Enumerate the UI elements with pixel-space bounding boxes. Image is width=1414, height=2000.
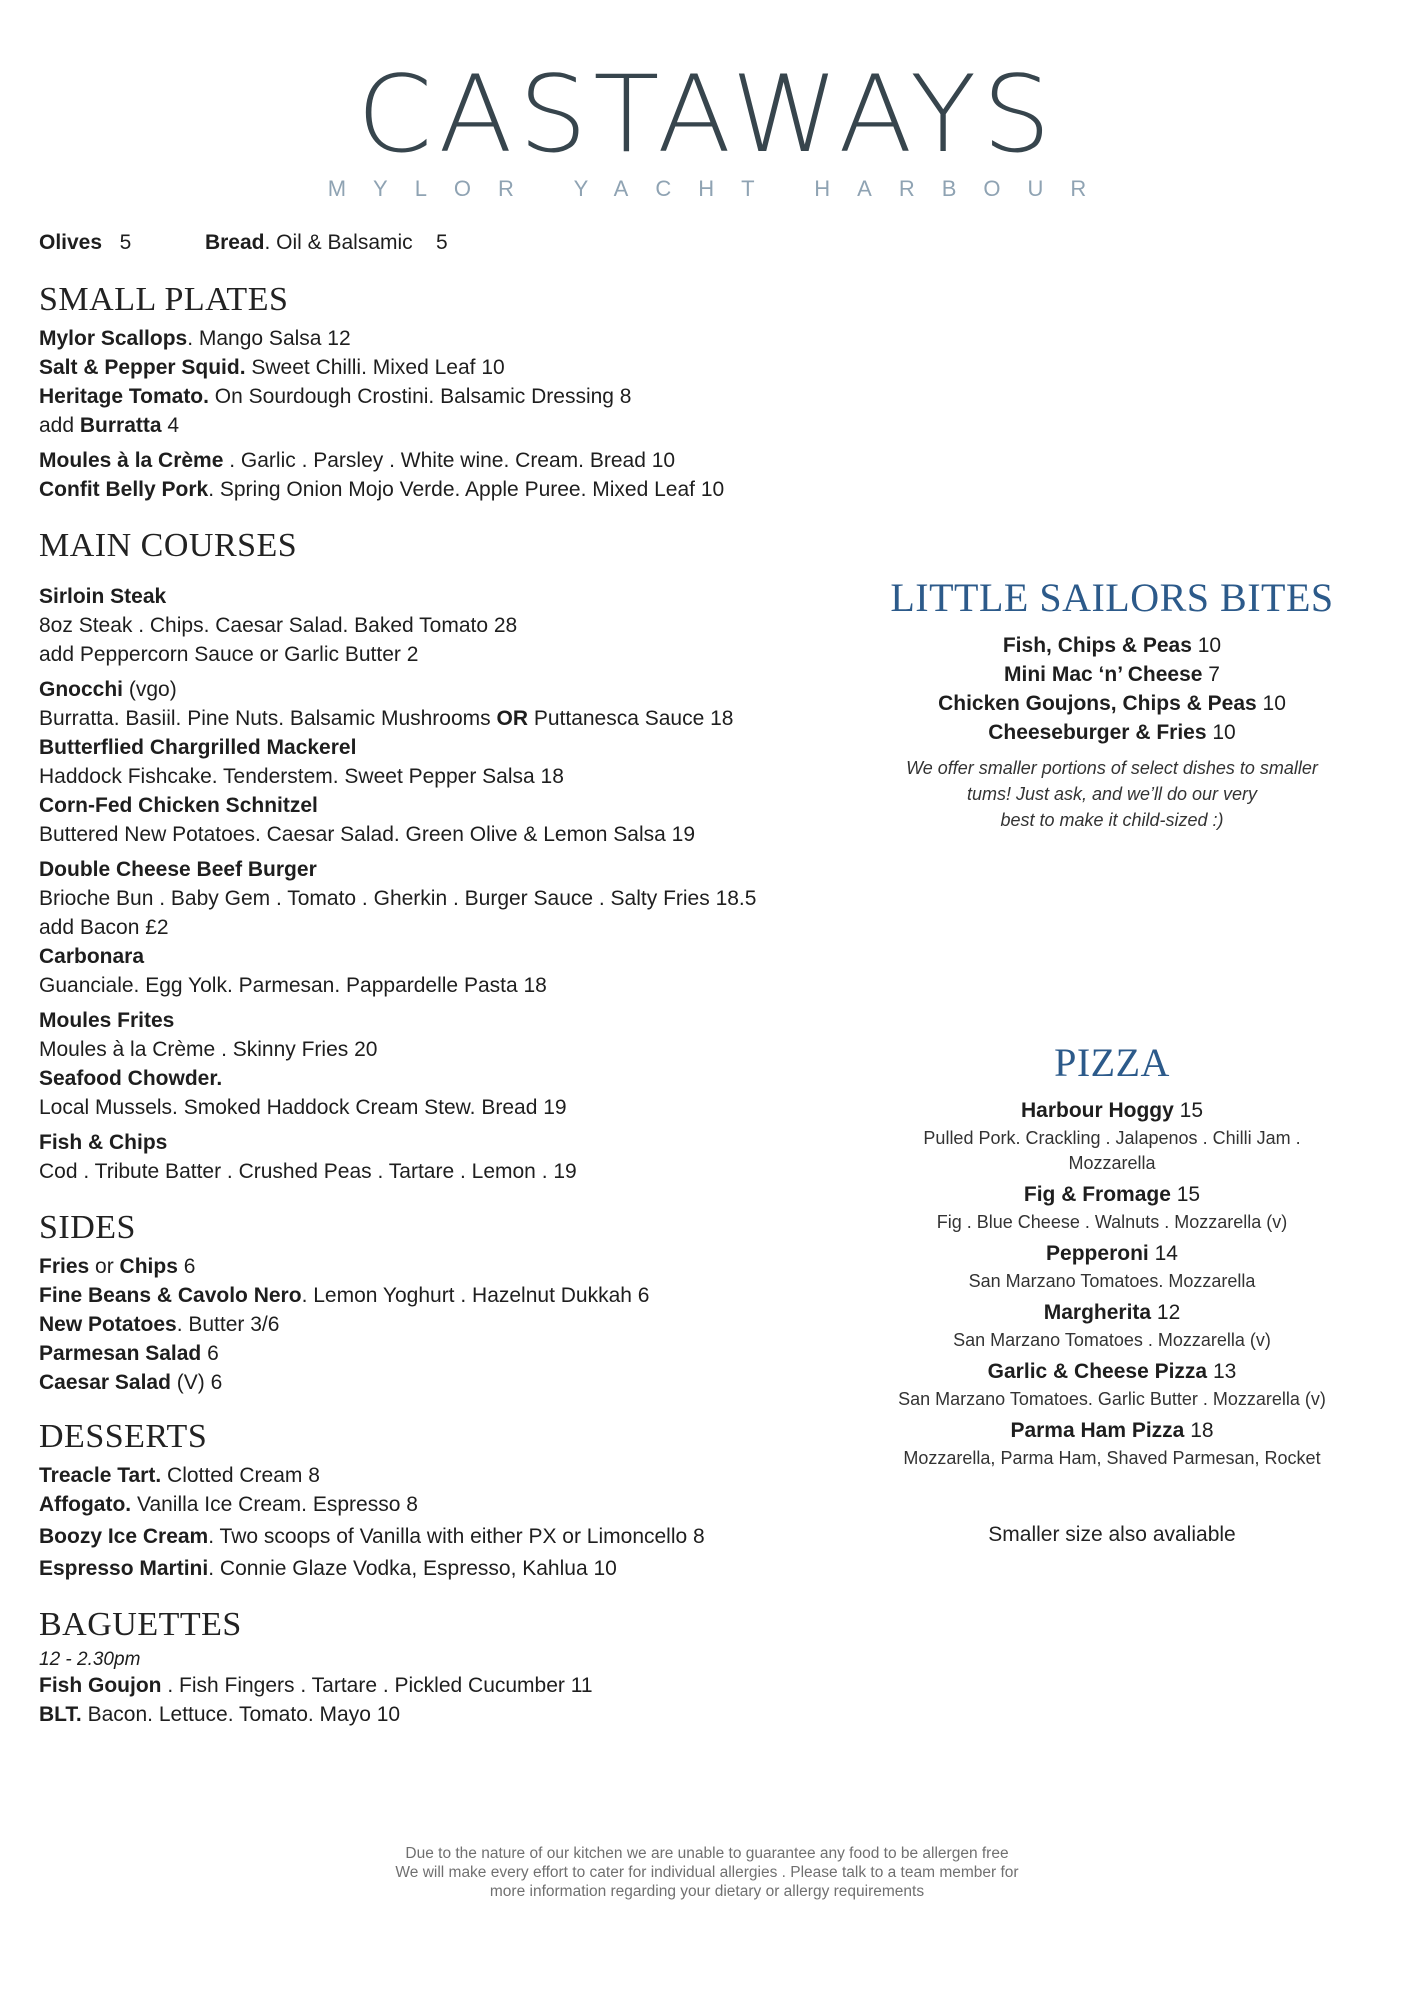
item-name: Mylor Scallops [39, 327, 188, 350]
item-price: 7 [1202, 663, 1220, 686]
item-desc: . Two scoops of Vanilla with either PX or Limoncello 8 [208, 1525, 705, 1548]
left-column [39, 228, 829, 1729]
footer-line: more information regarding your dietary or allergy requirements [489, 1883, 925, 1900]
menu-item-name [39, 942, 829, 971]
menu-item-name [39, 1006, 829, 1035]
item-price: 10 [1191, 634, 1222, 657]
main-courses-title: MAIN COURSES [39, 527, 298, 564]
item-price: 6 [177, 1255, 196, 1278]
desserts-title: DESSERTS [39, 1418, 208, 1455]
item-price: 14 [1148, 1242, 1178, 1265]
item-name: Boozy Ice Cream [39, 1525, 209, 1548]
chowder-name: Seafood Chowder. [39, 1067, 223, 1090]
brand-logo-text: CASTAWAYS [356, 53, 1058, 176]
menu-item-name [39, 582, 829, 611]
kids-note-line: best to make it child-sized :) [1000, 810, 1224, 830]
item-desc: Clotted Cream 8 [161, 1464, 320, 1487]
menu-item [39, 1252, 829, 1281]
pizza-menu [862, 1040, 1362, 1547]
pizza-desc: San Marzano Tomatoes. Garlic Butter . Mozzarella (v) [898, 1389, 1326, 1409]
item-desc: . Lemon Yoghurt . Hazelnut Dukkah 6 [301, 1284, 650, 1307]
gnocchi-desc-a: Burratta. Basiil. Pine Nuts. Balsamic Mushrooms [39, 707, 497, 730]
olives-price: 5 [119, 231, 132, 254]
menu-item-desc: Haddock Fishcake. Tenderstem. Sweet Pepper Salsa 18 [39, 765, 564, 788]
item-desc: Pulled Pork. Crackling . Jalapenos . Chilli Jam . [923, 1128, 1301, 1148]
moules-frites-name: Moules Frites [39, 1009, 175, 1032]
item-name: Chicken Goujons, Chips & Peas [938, 692, 1257, 715]
burger-name: Double Cheese Beef Burger [39, 858, 317, 881]
mackerel-name: Butterflied Chargrilled Mackerel [39, 736, 357, 759]
fish-chips-name: Fish & Chips [39, 1131, 168, 1154]
menu-item-desc: Moules à la Crème . Skinny Fries 20 [39, 1038, 378, 1061]
chicken-name: Corn-Fed Chicken Schnitzel [39, 794, 318, 817]
gnocchi-desc-b: Puttanesca Sauce 18 [528, 707, 734, 730]
item-name: Parma Ham Pizza [1010, 1419, 1185, 1442]
kids-note [862, 755, 1362, 833]
menu-item-addon: add Bacon £2 [39, 916, 169, 939]
pizza-desc: Mozzarella, Parma Ham, Shaved Parmesan, Rocket [903, 1448, 1321, 1468]
menu-item-name [39, 1064, 829, 1093]
pizza-name [862, 1239, 1362, 1269]
small-plates-title: SMALL PLATES [39, 281, 289, 318]
kids-note-line: We offer smaller portions of select dishes to smaller [906, 758, 1318, 778]
kids-item [862, 718, 1362, 747]
item-desc: Sweet Chilli. Mixed Leaf 10 [245, 356, 505, 379]
pizza-desc: San Marzano Tomatoes . Mozzarella (v) [953, 1330, 1271, 1350]
item-name: BLT. [39, 1703, 82, 1726]
pizza-name [862, 1298, 1362, 1328]
menu-item-desc [39, 704, 829, 733]
menu-item [39, 1522, 829, 1551]
brand-subtitle: MYLOR YACHT HARBOUR [327, 176, 1114, 201]
baguettes-time: 12 - 2.30pm [39, 1649, 141, 1670]
item-name: Cheeseburger & Fries [988, 721, 1207, 744]
gnocchi-name: Gnocchi [39, 678, 124, 701]
item-name: Caesar Salad [39, 1371, 171, 1394]
item-name: Fish, Chips & Peas [1002, 634, 1192, 657]
item-name: Harbour Hoggy [1020, 1099, 1174, 1122]
pizza-name [862, 1096, 1362, 1126]
item-desc: Mozzarella [1068, 1153, 1156, 1173]
menu-item [39, 1281, 829, 1310]
menu-item [39, 446, 829, 475]
menu-item-name [39, 1128, 829, 1157]
baguettes-title: BAGUETTES [39, 1606, 242, 1643]
carbonara-name: Carbonara [39, 945, 145, 968]
item-name: Salt & Pepper Squid. [39, 356, 246, 379]
item-desc: . Garlic . Parsley . White wine. Cream. Bread 10 [223, 449, 676, 472]
item-desc: . Spring Onion Mojo Verde. Apple Puree. Mixed Leaf 10 [208, 478, 725, 501]
item-name: Fine Beans & Cavolo Nero [39, 1284, 302, 1307]
pizza-desc [862, 1126, 1362, 1176]
item-price: 18 [1184, 1419, 1214, 1442]
item-name: Espresso Martini [39, 1557, 209, 1580]
item-name: Margherita [1043, 1301, 1152, 1324]
kids-menu [862, 575, 1362, 833]
bread-name: Bread [204, 231, 265, 254]
menu-item [39, 324, 829, 353]
item-name: Pepperoni [1046, 1242, 1149, 1265]
pizza-smaller-note: Smaller size also avaliable [988, 1523, 1236, 1546]
item-name: Confit Belly Pork [39, 478, 209, 501]
menu-item [39, 1368, 829, 1397]
gnocchi-tag: (vgo) [123, 678, 177, 701]
menu-item [39, 1671, 829, 1700]
menu-item [39, 1700, 829, 1729]
kids-note-line: tums! Just ask, and we’ll do our very [966, 784, 1258, 804]
item-price: 10 [1256, 692, 1286, 715]
item-name: Fig & Fromage [1023, 1183, 1171, 1206]
item-name-2: Chips [119, 1255, 178, 1278]
item-desc: . Connie Glaze Vodka, Espresso, Kahlua 10 [208, 1557, 617, 1580]
kids-title: LITTLE SAILORS BITES [890, 575, 1334, 620]
gnocchi-or: OR [496, 707, 528, 730]
item-desc: 4 [161, 414, 180, 437]
menu-item-addon: add Peppercorn Sauce or Garlic Butter 2 [39, 643, 419, 666]
allergen-footer [0, 1844, 1414, 1901]
item-name: Mini Mac ‘n’ Cheese [1004, 663, 1203, 686]
item-price: 15 [1173, 1099, 1204, 1122]
sirloin-name: Sirloin Steak [39, 585, 167, 608]
olives-name: Olives [39, 231, 103, 254]
item-desc: On Sourdough Crostini. Balsamic Dressing 8 [208, 385, 632, 408]
menu-item-name [39, 791, 829, 820]
bread-desc: . Oil & Balsamic [264, 231, 413, 254]
pizza-desc: Fig . Blue Cheese . Walnuts . Mozzarella (v) [936, 1212, 1288, 1232]
item-price: 13 [1207, 1360, 1237, 1383]
menu-item-desc: Local Mussels. Smoked Haddock Cream Stew. Bread 19 [39, 1096, 567, 1119]
item-name: Treacle Tart. [39, 1464, 162, 1487]
bread-price: 5 [436, 231, 448, 254]
item-name: Affogato. [39, 1493, 132, 1516]
footer-line: Due to the nature of our kitchen we are unable to guarantee any food to be allergen free [405, 1845, 1009, 1862]
item-or: or [89, 1255, 120, 1278]
item-desc: (V) 6 [170, 1371, 223, 1394]
item-prefix: add [39, 414, 80, 437]
pizza-name [862, 1180, 1362, 1210]
menu-item [39, 353, 829, 382]
menu-item [39, 1554, 829, 1583]
item-desc: 6 [201, 1342, 219, 1365]
footer-line: We will make every effort to cater for individual allergies . Please talk to a team member for [395, 1864, 1019, 1881]
kids-item [862, 689, 1362, 718]
item-name: Parmesan Salad [39, 1342, 202, 1365]
menu-item-desc: Guanciale. Egg Yolk. Parmesan. Pappardelle Pasta 18 [39, 974, 547, 997]
menu-item-desc: 8oz Steak . Chips. Caesar Salad. Baked Tomato 28 [39, 614, 518, 637]
item-desc: Bacon. Lettuce. Tomato. Mayo 10 [81, 1703, 401, 1726]
item-desc: Vanilla Ice Cream. Espresso 8 [131, 1493, 418, 1516]
item-name: Fish Goujon [39, 1674, 162, 1697]
kids-item [862, 631, 1362, 660]
header [0, 53, 1414, 202]
pizza-title: PIZZA [1054, 1040, 1170, 1085]
menu-item-desc: Buttered New Potatoes. Caesar Salad. Green Olive & Lemon Salsa 19 [39, 823, 696, 846]
menu-item [39, 1339, 829, 1368]
item-price: 12 [1151, 1301, 1181, 1324]
menu-item [39, 1310, 829, 1339]
menu-item [39, 382, 829, 411]
pizza-desc: San Marzano Tomatoes. Mozzarella [968, 1271, 1256, 1291]
kids-item [862, 660, 1362, 689]
menu-item-name [39, 675, 829, 704]
item-name: Moules à la Crème [39, 449, 224, 472]
menu-item-desc: Cod . Tribute Batter . Crushed Peas . Tartare . Lemon . 19 [39, 1160, 577, 1183]
menu-item-name [39, 855, 829, 884]
pizza-name [862, 1416, 1362, 1446]
item-price: 10 [1206, 721, 1236, 744]
menu-item [39, 475, 829, 504]
item-name: Fries [39, 1255, 90, 1278]
item-desc: . Butter 3/6 [176, 1313, 280, 1336]
starters-row [39, 228, 829, 257]
item-name: Burratta [79, 414, 162, 437]
sides-title: SIDES [39, 1209, 136, 1246]
item-price: 15 [1170, 1183, 1201, 1206]
item-desc: . Mango Salsa 12 [187, 327, 351, 350]
menu-item-desc: Brioche Bun . Baby Gem . Tomato . Gherkin . Burger Sauce . Salty Fries 18.5 [39, 887, 757, 910]
menu-item [39, 1461, 829, 1490]
item-name: Heritage Tomato. [39, 385, 209, 408]
item-name: New Potatoes [39, 1313, 177, 1336]
item-name: Garlic & Cheese Pizza [987, 1360, 1208, 1383]
menu-item-name [39, 733, 829, 762]
menu-item [39, 1490, 829, 1519]
menu-item [39, 411, 829, 440]
item-desc: . Fish Fingers . Tartare . Pickled Cucumber 11 [161, 1674, 593, 1697]
pizza-name [862, 1357, 1362, 1387]
